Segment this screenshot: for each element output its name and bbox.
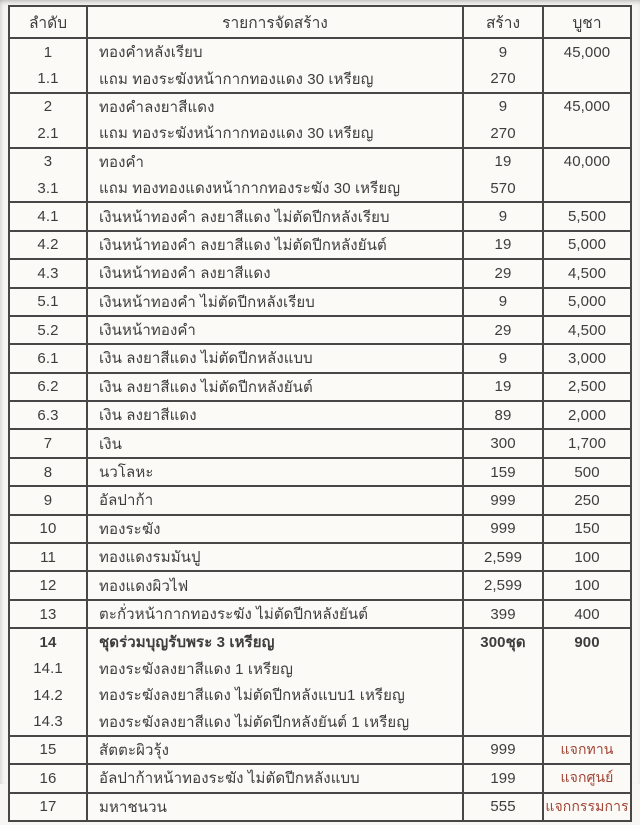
table-row: [10, 629, 630, 737]
price-text: 500: [574, 463, 600, 481]
price-text: 3,000: [567, 349, 607, 367]
price-text: 5,500: [567, 208, 607, 226]
no-text: 16: [39, 769, 57, 787]
cell-no: [10, 487, 88, 513]
cell-item: [88, 601, 464, 627]
cell-made: [464, 149, 544, 202]
cell-item: [88, 149, 464, 202]
item-text: ตะกั่วหน้ากากทองระฆัง ไม่ตัดปีกหลังยันต์: [99, 606, 369, 623]
cell-no: [10, 544, 88, 570]
cell-no: [10, 149, 88, 202]
cell-made: [464, 260, 544, 286]
made-text: 999: [490, 520, 516, 538]
table-row: [10, 345, 630, 373]
made-text: 19: [494, 153, 512, 171]
price-text: [544, 656, 630, 682]
table-row: [10, 765, 630, 793]
cell-no: [10, 430, 88, 456]
item-text: นวโลหะ: [99, 464, 154, 482]
no-text: 14.3: [33, 713, 63, 731]
cell-no: [10, 94, 88, 147]
made-text: 9: [498, 208, 508, 226]
no-text: 7: [43, 435, 53, 453]
price-text: 5,000: [567, 293, 607, 311]
price-text: [544, 175, 630, 201]
cell-made: [464, 345, 544, 371]
made-text: 159: [490, 463, 516, 481]
header-no-label: ลำดับ: [28, 14, 68, 32]
made-text: 29: [494, 264, 512, 282]
table-row: [10, 289, 630, 317]
no-text: 6.3: [37, 406, 59, 424]
no-text: 6.1: [37, 349, 59, 367]
table-row: [10, 487, 630, 515]
cell-price: [544, 149, 630, 202]
price-text: แจกทาน: [560, 740, 614, 757]
price-text: 2,000: [567, 406, 607, 424]
no-text: 3: [43, 153, 53, 171]
price-text: [544, 708, 630, 734]
price-text: 2,500: [567, 378, 607, 396]
cell-no: [10, 289, 88, 315]
made-text: [464, 708, 542, 734]
made-text: 199: [490, 769, 516, 787]
made-text: 19: [494, 236, 512, 254]
header-no: [10, 7, 88, 37]
made-text: 9: [498, 293, 508, 311]
item-text: แถม ทองทองแดงหน้ากากทองระฆัง 30 เหรียญ: [99, 180, 401, 198]
no-text: 5.1: [37, 293, 59, 311]
cell-made: [464, 430, 544, 456]
item-text: ทองแดงรมมันปู: [99, 549, 201, 567]
cell-price: [544, 572, 630, 598]
item-text: เงินหน้าทองคำ ลงยาสีแดง ไม่ตัดปีกหลังยันต์: [99, 236, 387, 254]
cell-item: [88, 737, 464, 763]
item-text: เงินหน้าทองคำ ลงยาสีแดง ไม่ตัดปีกหลังเรียบ: [99, 208, 390, 226]
price-text: 100: [574, 577, 600, 595]
item-text: เงินหน้าทองคำ ไม่ตัดปีกหลังเรียบ: [99, 293, 315, 311]
cell-no: [10, 572, 88, 598]
no-text: 10: [39, 520, 57, 538]
made-text: [464, 682, 542, 708]
table-row: [10, 572, 630, 600]
header-item: [88, 7, 464, 37]
made-text: 300ชุด: [480, 634, 526, 652]
price-text: 4,500: [567, 321, 607, 339]
cell-price: [544, 601, 630, 627]
cell-made: [464, 572, 544, 598]
made-text: [464, 656, 542, 682]
item-text: สัตตะผิวรุ้ง: [99, 741, 170, 759]
made-text: 9: [498, 43, 508, 61]
cell-price: [544, 345, 630, 371]
cell-no: [10, 374, 88, 400]
price-text: 400: [574, 605, 600, 623]
cell-item: [88, 459, 464, 485]
table-row: [10, 737, 630, 765]
item-text: เงิน ลงยาสีแดง: [99, 407, 197, 425]
cell-no: [10, 260, 88, 286]
cell-price: [544, 39, 630, 92]
table-row: [10, 402, 630, 430]
table-row: [10, 430, 630, 458]
item-text: ชุดร่วมบุญรับพระ 3 เหรียญ: [99, 634, 275, 652]
no-text: 17: [39, 798, 57, 816]
header-made-label: สร้าง: [485, 14, 521, 32]
cell-item: [88, 39, 464, 92]
item-text: ทองคำ: [99, 153, 145, 171]
no-text: 4.3: [37, 264, 59, 282]
cell-made: [464, 232, 544, 258]
no-text: 1.1: [37, 70, 59, 88]
table-row: [10, 203, 630, 231]
cell-item: [88, 374, 464, 400]
cell-price: [544, 374, 630, 400]
price-text: 100: [574, 548, 600, 566]
no-text: 5.2: [37, 321, 59, 339]
cell-made: [464, 544, 544, 570]
cell-price: [544, 794, 630, 820]
cell-no: [10, 737, 88, 763]
item-text: มหาชนวน: [99, 798, 168, 816]
no-text: 1: [43, 43, 53, 61]
item-text: เงิน: [99, 435, 123, 453]
cell-no: [10, 232, 88, 258]
price-text: 1,700: [567, 435, 607, 453]
price-text: 900: [574, 633, 600, 651]
no-text: 8: [43, 463, 53, 481]
table-row: [10, 39, 630, 94]
made-text: 999: [490, 741, 516, 759]
made-text: 29: [494, 321, 512, 339]
price-text: แจกศูนย์: [560, 769, 614, 786]
cell-made: [464, 289, 544, 315]
cell-price: [544, 737, 630, 763]
no-text: 13: [39, 605, 57, 623]
item-text: เงิน ลงยาสีแดง ไม่ตัดปีกหลังยันต์: [99, 378, 313, 396]
price-text: แจกกรรมการ: [545, 797, 629, 814]
cell-price: [544, 317, 630, 343]
cell-price: [544, 430, 630, 456]
cell-no: [10, 345, 88, 371]
no-text: 14: [39, 633, 57, 651]
item-text: ทองคำลงยาสีแดง: [99, 98, 215, 116]
price-text: [544, 682, 630, 708]
price-text: 45,000: [563, 43, 611, 61]
cell-price: [544, 487, 630, 513]
amulet-series-table: [8, 5, 632, 822]
item-text: ทองคำหลังเรียบ: [99, 44, 203, 62]
cell-item: [88, 572, 464, 598]
price-text: [544, 65, 630, 91]
no-text: 2.1: [37, 124, 59, 142]
cell-price: [544, 765, 630, 791]
cell-no: [10, 39, 88, 92]
made-text: 9: [498, 98, 508, 116]
no-text: 4.1: [37, 208, 59, 226]
cell-item: [88, 203, 464, 229]
cell-price: [544, 402, 630, 428]
table-row: [10, 149, 630, 204]
cell-price: [544, 544, 630, 570]
cell-item: [88, 765, 464, 791]
cell-no: [10, 601, 88, 627]
cell-made: [464, 765, 544, 791]
table-row: [10, 516, 630, 544]
table-row: [10, 94, 630, 149]
cell-made: [464, 737, 544, 763]
item-text: อัลปาก้าหน้าทองระฆัง ไม่ตัดปีกหลังแบบ: [99, 770, 360, 788]
made-text: 399: [490, 605, 516, 623]
cell-made: [464, 203, 544, 229]
price-text: 45,000: [563, 98, 611, 116]
cell-item: [88, 794, 464, 820]
item-text: เงินหน้าทองคำ: [99, 322, 196, 340]
item-text: อัลปาก้า: [99, 492, 154, 510]
item-text: ทองระฆังลงยาสีแดง 1 เหรียญ: [99, 660, 294, 678]
cell-made: [464, 402, 544, 428]
price-text: 40,000: [563, 153, 611, 171]
no-text: 9: [43, 491, 53, 509]
made-text: 999: [490, 491, 516, 509]
cell-no: [10, 629, 88, 735]
table-row: [10, 260, 630, 288]
cell-no: [10, 317, 88, 343]
no-text: 15: [39, 741, 57, 759]
item-text: ทองแดงผิวไฟ: [99, 577, 189, 595]
cell-made: [464, 516, 544, 542]
cell-made: [464, 794, 544, 820]
cell-no: [10, 794, 88, 820]
made-text: 570: [490, 179, 516, 197]
cell-no: [10, 203, 88, 229]
cell-price: [544, 94, 630, 147]
item-text: เงินหน้าทองคำ ลงยาสีแดง: [99, 265, 271, 283]
table-row: [10, 317, 630, 345]
item-text: ทองระฆังลงยาสีแดง ไม่ตัดปีกหลังแบบ1 เหรียญ: [99, 687, 405, 705]
cell-made: [464, 39, 544, 92]
price-text: 150: [574, 520, 600, 538]
table-row: [10, 374, 630, 402]
cell-item: [88, 544, 464, 570]
no-text: 14.1: [33, 660, 63, 678]
header-item-label: รายการจัดสร้าง: [222, 14, 328, 32]
cell-price: [544, 203, 630, 229]
cell-item: [88, 402, 464, 428]
header-made: [464, 7, 544, 37]
table-body: [10, 39, 630, 820]
price-text: 4,500: [567, 264, 607, 282]
item-text: ทองระฆังลงยาสีแดง ไม่ตัดปีกหลังยันต์ 1 เหรียญ: [99, 713, 410, 731]
no-text: 3.1: [37, 179, 59, 197]
header-price-label: บูชา: [572, 14, 602, 32]
table-row: [10, 232, 630, 260]
item-text: แถม ทองระฆังหน้ากากทองแดง 30 เหรียญ: [99, 125, 374, 143]
made-text: 9: [498, 349, 508, 367]
cell-price: [544, 260, 630, 286]
cell-item: [88, 317, 464, 343]
item-text: แถม ทองระฆังหน้ากากทองแดง 30 เหรียญ: [99, 70, 374, 88]
cell-item: [88, 487, 464, 513]
no-text: 14.2: [33, 686, 63, 704]
cell-item: [88, 232, 464, 258]
cell-no: [10, 765, 88, 791]
cell-price: [544, 289, 630, 315]
cell-item: [88, 516, 464, 542]
no-text: 12: [39, 577, 57, 595]
cell-price: [544, 459, 630, 485]
cell-price: [544, 629, 630, 735]
price-text: [544, 120, 630, 146]
cell-no: [10, 516, 88, 542]
made-text: 555: [490, 798, 516, 816]
made-text: 89: [494, 406, 512, 424]
cell-made: [464, 374, 544, 400]
made-text: 19: [494, 378, 512, 396]
header-price: [544, 7, 630, 37]
no-text: 2: [43, 98, 53, 116]
table-header-row: [10, 7, 630, 39]
cell-item: [88, 94, 464, 147]
cell-item: [88, 289, 464, 315]
cell-item: [88, 260, 464, 286]
cell-made: [464, 629, 544, 735]
cell-made: [464, 601, 544, 627]
no-text: 4.2: [37, 236, 59, 254]
cell-made: [464, 459, 544, 485]
no-text: 6.2: [37, 378, 59, 396]
price-text: 250: [574, 491, 600, 509]
made-text: 300: [490, 435, 516, 453]
cell-price: [544, 232, 630, 258]
cell-no: [10, 402, 88, 428]
made-text: 270: [490, 124, 516, 142]
cell-item: [88, 430, 464, 456]
cell-no: [10, 459, 88, 485]
cell-made: [464, 487, 544, 513]
item-text: เงิน ลงยาสีแดง ไม่ตัดปีกหลังแบบ: [99, 350, 313, 368]
cell-price: [544, 516, 630, 542]
price-text: 5,000: [567, 236, 607, 254]
table-row: [10, 794, 630, 820]
cell-made: [464, 94, 544, 147]
made-text: 270: [490, 70, 516, 88]
made-text: 2,599: [483, 548, 523, 566]
cell-item: [88, 345, 464, 371]
cell-made: [464, 317, 544, 343]
table-row: [10, 459, 630, 487]
item-text: ทองระฆัง: [99, 520, 161, 538]
cell-item: [88, 629, 464, 735]
made-text: 2,599: [483, 577, 523, 595]
table-row: [10, 601, 630, 629]
no-text: 11: [40, 548, 56, 566]
table-row: [10, 544, 630, 572]
